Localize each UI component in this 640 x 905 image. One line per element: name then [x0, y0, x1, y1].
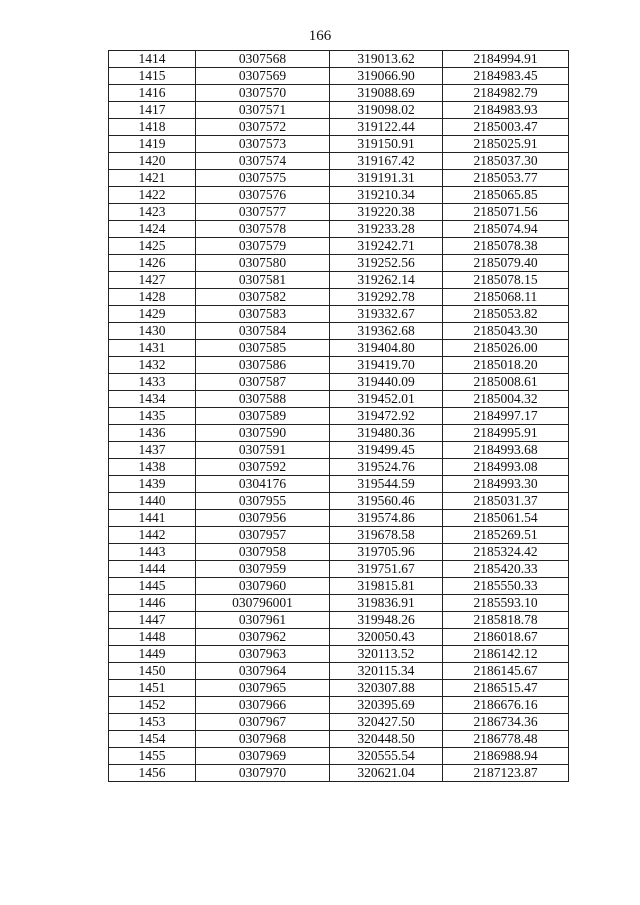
- x-coordinate-cell: 320307.88: [330, 680, 443, 697]
- y-coordinate-cell: 2185018.20: [443, 357, 569, 374]
- x-coordinate-cell: 319472.92: [330, 408, 443, 425]
- y-coordinate-cell: 2185078.15: [443, 272, 569, 289]
- table-row: [109, 527, 569, 544]
- table-row: [109, 765, 569, 782]
- point-number-cell: 1424: [109, 221, 196, 238]
- x-coordinate-cell: 319332.67: [330, 306, 443, 323]
- y-coordinate-cell: 2184983.93: [443, 102, 569, 119]
- y-coordinate-cell: 2186018.67: [443, 629, 569, 646]
- y-coordinate-cell: 2184993.08: [443, 459, 569, 476]
- table-row: [109, 153, 569, 170]
- point-number-cell: 1428: [109, 289, 196, 306]
- point-code-cell: 0307570: [196, 85, 330, 102]
- y-coordinate-cell: 2187123.87: [443, 765, 569, 782]
- point-code-cell: 0307585: [196, 340, 330, 357]
- y-coordinate-cell: 2186145.67: [443, 663, 569, 680]
- y-coordinate-cell: 2185025.91: [443, 136, 569, 153]
- x-coordinate-cell: 319499.45: [330, 442, 443, 459]
- table-row: [109, 493, 569, 510]
- point-code-cell: 0307577: [196, 204, 330, 221]
- x-coordinate-cell: 320113.52: [330, 646, 443, 663]
- y-coordinate-cell: 2185420.33: [443, 561, 569, 578]
- x-coordinate-cell: 319524.76: [330, 459, 443, 476]
- point-number-cell: 1443: [109, 544, 196, 561]
- point-number-cell: 1446: [109, 595, 196, 612]
- table-row: [109, 136, 569, 153]
- point-code-cell: 0307956: [196, 510, 330, 527]
- x-coordinate-cell: 319150.91: [330, 136, 443, 153]
- table-row: [109, 408, 569, 425]
- x-coordinate-cell: 319705.96: [330, 544, 443, 561]
- point-number-cell: 1434: [109, 391, 196, 408]
- point-code-cell: 0307968: [196, 731, 330, 748]
- point-code-cell: 0307592: [196, 459, 330, 476]
- point-code-cell: 0307574: [196, 153, 330, 170]
- point-number-cell: 1414: [109, 51, 196, 68]
- table-row: [109, 374, 569, 391]
- x-coordinate-cell: 319948.26: [330, 612, 443, 629]
- x-coordinate-cell: 319066.90: [330, 68, 443, 85]
- y-coordinate-cell: 2186778.48: [443, 731, 569, 748]
- point-number-cell: 1455: [109, 748, 196, 765]
- point-number-cell: 1442: [109, 527, 196, 544]
- point-number-cell: 1430: [109, 323, 196, 340]
- table-row: [109, 204, 569, 221]
- point-code-cell: 0307588: [196, 391, 330, 408]
- point-number-cell: 1420: [109, 153, 196, 170]
- table-row: [109, 629, 569, 646]
- table-row: [109, 255, 569, 272]
- y-coordinate-cell: 2184993.68: [443, 442, 569, 459]
- point-code-cell: 0307575: [196, 170, 330, 187]
- x-coordinate-cell: 319678.58: [330, 527, 443, 544]
- y-coordinate-cell: 2185550.33: [443, 578, 569, 595]
- point-code-cell: 0307957: [196, 527, 330, 544]
- x-coordinate-cell: 319122.44: [330, 119, 443, 136]
- point-number-cell: 1454: [109, 731, 196, 748]
- point-number-cell: 1431: [109, 340, 196, 357]
- point-code-cell: 0307583: [196, 306, 330, 323]
- point-code-cell: 0307587: [196, 374, 330, 391]
- point-code-cell: 0307572: [196, 119, 330, 136]
- y-coordinate-cell: 2186142.12: [443, 646, 569, 663]
- table-row: [109, 544, 569, 561]
- y-coordinate-cell: 2185068.11: [443, 289, 569, 306]
- point-number-cell: 1441: [109, 510, 196, 527]
- table-row: [109, 748, 569, 765]
- point-number-cell: 1423: [109, 204, 196, 221]
- x-coordinate-cell: 319210.34: [330, 187, 443, 204]
- x-coordinate-cell: 319098.02: [330, 102, 443, 119]
- table-row: [109, 289, 569, 306]
- point-number-cell: 1447: [109, 612, 196, 629]
- point-number-cell: 1418: [109, 119, 196, 136]
- point-number-cell: 1425: [109, 238, 196, 255]
- table-row: [109, 561, 569, 578]
- point-code-cell: 0307958: [196, 544, 330, 561]
- point-number-cell: 1439: [109, 476, 196, 493]
- table-row: [109, 85, 569, 102]
- point-number-cell: 1422: [109, 187, 196, 204]
- table-row: [109, 51, 569, 68]
- y-coordinate-cell: 2185004.32: [443, 391, 569, 408]
- point-code-cell: 0307966: [196, 697, 330, 714]
- point-number-cell: 1440: [109, 493, 196, 510]
- x-coordinate-cell: 319404.80: [330, 340, 443, 357]
- table-row: [109, 663, 569, 680]
- table-row: [109, 442, 569, 459]
- x-coordinate-cell: 319419.70: [330, 357, 443, 374]
- table-row: [109, 459, 569, 476]
- point-code-cell: 0307963: [196, 646, 330, 663]
- point-code-cell: 0307586: [196, 357, 330, 374]
- x-coordinate-cell: 319242.71: [330, 238, 443, 255]
- x-coordinate-cell: 319751.67: [330, 561, 443, 578]
- x-coordinate-cell: 320621.04: [330, 765, 443, 782]
- table-row: [109, 272, 569, 289]
- point-code-cell: 0307569: [196, 68, 330, 85]
- y-coordinate-cell: 2184983.45: [443, 68, 569, 85]
- point-number-cell: 1415: [109, 68, 196, 85]
- table-row: [109, 425, 569, 442]
- table-row: [109, 68, 569, 85]
- table-row: [109, 357, 569, 374]
- y-coordinate-cell: 2185061.54: [443, 510, 569, 527]
- table-row: [109, 476, 569, 493]
- point-code-cell: 0307573: [196, 136, 330, 153]
- x-coordinate-cell: 320427.50: [330, 714, 443, 731]
- point-code-cell: 0307571: [196, 102, 330, 119]
- point-code-cell: 0307962: [196, 629, 330, 646]
- point-number-cell: 1453: [109, 714, 196, 731]
- y-coordinate-cell: 2185078.38: [443, 238, 569, 255]
- point-number-cell: 1436: [109, 425, 196, 442]
- point-code-cell: 0307590: [196, 425, 330, 442]
- y-coordinate-cell: 2185031.37: [443, 493, 569, 510]
- y-coordinate-cell: 2185269.51: [443, 527, 569, 544]
- y-coordinate-cell: 2185053.77: [443, 170, 569, 187]
- table-row: [109, 221, 569, 238]
- point-number-cell: 1444: [109, 561, 196, 578]
- x-coordinate-cell: 319480.36: [330, 425, 443, 442]
- table-row: [109, 340, 569, 357]
- y-coordinate-cell: 2185053.82: [443, 306, 569, 323]
- point-code-cell: 0307584: [196, 323, 330, 340]
- point-number-cell: 1427: [109, 272, 196, 289]
- page-number: 166: [308, 28, 332, 44]
- point-number-cell: 1450: [109, 663, 196, 680]
- point-number-cell: 1438: [109, 459, 196, 476]
- point-code-cell: 0307580: [196, 255, 330, 272]
- y-coordinate-cell: 2185065.85: [443, 187, 569, 204]
- point-code-cell: 0307581: [196, 272, 330, 289]
- point-number-cell: 1432: [109, 357, 196, 374]
- y-coordinate-cell: 2186988.94: [443, 748, 569, 765]
- x-coordinate-cell: 319088.69: [330, 85, 443, 102]
- point-number-cell: 1452: [109, 697, 196, 714]
- point-number-cell: 1456: [109, 765, 196, 782]
- point-code-cell: 0307967: [196, 714, 330, 731]
- point-code-cell: 0307955: [196, 493, 330, 510]
- point-code-cell: 0304176: [196, 476, 330, 493]
- x-coordinate-cell: 319836.91: [330, 595, 443, 612]
- table-row: [109, 510, 569, 527]
- y-coordinate-cell: 2185593.10: [443, 595, 569, 612]
- point-number-cell: 1421: [109, 170, 196, 187]
- y-coordinate-cell: 2185037.30: [443, 153, 569, 170]
- table-row: [109, 595, 569, 612]
- point-number-cell: 1429: [109, 306, 196, 323]
- y-coordinate-cell: 2185003.47: [443, 119, 569, 136]
- y-coordinate-cell: 2185818.78: [443, 612, 569, 629]
- point-code-cell: 030796001: [196, 595, 330, 612]
- x-coordinate-cell: 319191.31: [330, 170, 443, 187]
- table-row: [109, 578, 569, 595]
- y-coordinate-cell: 2184982.79: [443, 85, 569, 102]
- table-row: [109, 238, 569, 255]
- table-row: [109, 646, 569, 663]
- y-coordinate-cell: 2185079.40: [443, 255, 569, 272]
- table-row: [109, 680, 569, 697]
- table-row: [109, 119, 569, 136]
- y-coordinate-cell: 2184994.91: [443, 51, 569, 68]
- y-coordinate-cell: 2185324.42: [443, 544, 569, 561]
- table-row: [109, 102, 569, 119]
- x-coordinate-cell: 320555.54: [330, 748, 443, 765]
- y-coordinate-cell: 2185074.94: [443, 221, 569, 238]
- point-code-cell: 0307589: [196, 408, 330, 425]
- table-row: [109, 391, 569, 408]
- point-number-cell: 1417: [109, 102, 196, 119]
- x-coordinate-cell: 319233.28: [330, 221, 443, 238]
- point-number-cell: 1435: [109, 408, 196, 425]
- x-coordinate-cell: 319013.62: [330, 51, 443, 68]
- point-code-cell: 0307970: [196, 765, 330, 782]
- table-row: [109, 714, 569, 731]
- y-coordinate-cell: 2185043.30: [443, 323, 569, 340]
- y-coordinate-cell: 2186676.16: [443, 697, 569, 714]
- x-coordinate-cell: 320115.34: [330, 663, 443, 680]
- x-coordinate-cell: 319544.59: [330, 476, 443, 493]
- x-coordinate-cell: 319452.01: [330, 391, 443, 408]
- point-code-cell: 0307969: [196, 748, 330, 765]
- x-coordinate-cell: 319252.56: [330, 255, 443, 272]
- point-code-cell: 0307578: [196, 221, 330, 238]
- point-number-cell: 1445: [109, 578, 196, 595]
- x-coordinate-cell: 319262.14: [330, 272, 443, 289]
- point-code-cell: 0307965: [196, 680, 330, 697]
- table-row: [109, 306, 569, 323]
- table-row: [109, 170, 569, 187]
- x-coordinate-cell: 319292.78: [330, 289, 443, 306]
- x-coordinate-cell: 319560.46: [330, 493, 443, 510]
- point-number-cell: 1448: [109, 629, 196, 646]
- point-number-cell: 1449: [109, 646, 196, 663]
- x-coordinate-cell: 319167.42: [330, 153, 443, 170]
- x-coordinate-cell: 319362.68: [330, 323, 443, 340]
- x-coordinate-cell: 319220.38: [330, 204, 443, 221]
- table-row: [109, 697, 569, 714]
- x-coordinate-cell: 319815.81: [330, 578, 443, 595]
- point-code-cell: 0307591: [196, 442, 330, 459]
- point-number-cell: 1437: [109, 442, 196, 459]
- x-coordinate-cell: 320448.50: [330, 731, 443, 748]
- point-code-cell: 0307576: [196, 187, 330, 204]
- point-code-cell: 0307568: [196, 51, 330, 68]
- x-coordinate-cell: 320395.69: [330, 697, 443, 714]
- x-coordinate-cell: 319440.09: [330, 374, 443, 391]
- y-coordinate-cell: 2185026.00: [443, 340, 569, 357]
- coordinates-table: [108, 50, 569, 782]
- point-code-cell: 0307960: [196, 578, 330, 595]
- y-coordinate-cell: 2184997.17: [443, 408, 569, 425]
- point-number-cell: 1419: [109, 136, 196, 153]
- point-number-cell: 1426: [109, 255, 196, 272]
- table-row: [109, 323, 569, 340]
- table-row: [109, 612, 569, 629]
- point-code-cell: 0307579: [196, 238, 330, 255]
- point-number-cell: 1451: [109, 680, 196, 697]
- table-row: [109, 187, 569, 204]
- y-coordinate-cell: 2186515.47: [443, 680, 569, 697]
- point-number-cell: 1433: [109, 374, 196, 391]
- point-code-cell: 0307582: [196, 289, 330, 306]
- y-coordinate-cell: 2184993.30: [443, 476, 569, 493]
- x-coordinate-cell: 319574.86: [330, 510, 443, 527]
- y-coordinate-cell: 2185071.56: [443, 204, 569, 221]
- coordinates-table-body: [109, 51, 569, 782]
- point-code-cell: 0307964: [196, 663, 330, 680]
- table-row: [109, 731, 569, 748]
- point-number-cell: 1416: [109, 85, 196, 102]
- point-code-cell: 0307961: [196, 612, 330, 629]
- y-coordinate-cell: 2186734.36: [443, 714, 569, 731]
- point-code-cell: 0307959: [196, 561, 330, 578]
- x-coordinate-cell: 320050.43: [330, 629, 443, 646]
- y-coordinate-cell: 2184995.91: [443, 425, 569, 442]
- y-coordinate-cell: 2185008.61: [443, 374, 569, 391]
